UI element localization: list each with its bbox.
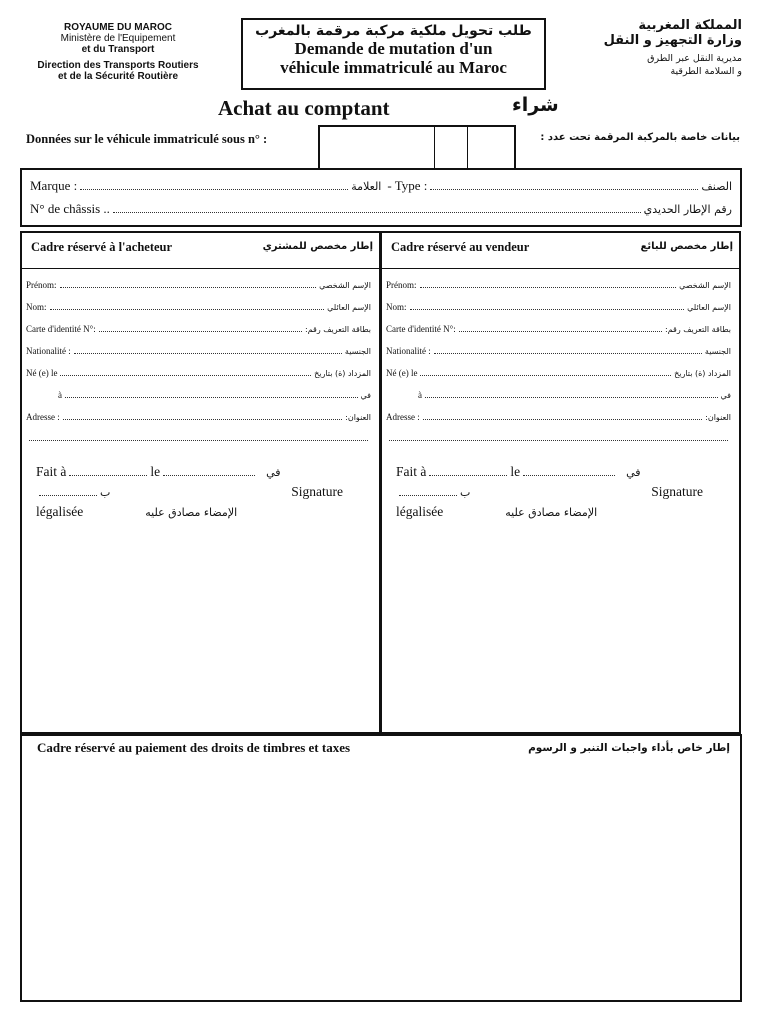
carte-label: Carte d'identité N°: [26, 324, 96, 334]
seller-section-header [382, 233, 739, 269]
nom-field[interactable] [410, 300, 685, 310]
lieu-row [386, 388, 731, 400]
fait-place-field[interactable] [69, 466, 147, 476]
nom-field[interactable] [50, 300, 325, 310]
buyer-title-fr: Cadre réservé à l'acheteur [31, 240, 173, 254]
naissance-row [386, 366, 731, 378]
legalisee-label: légalisée [36, 504, 84, 519]
registration-box[interactable] [468, 127, 514, 168]
signature-label: Signature [651, 484, 703, 499]
nom-label: Nom: [26, 302, 47, 312]
chassis-label: N° de châssis .. [30, 201, 110, 216]
seller-signature-block [396, 462, 729, 522]
chassis-label-ar: رقم الإطار الحديدي [643, 203, 732, 216]
adresse-field-2[interactable] [389, 431, 728, 441]
seller-title-ar: إطار مخصص للبائع [640, 241, 733, 252]
nationalite-field[interactable] [434, 344, 702, 354]
b-label-ar: ب [460, 486, 471, 499]
ministry-line-ar: وزارة التجهيز و النقل [603, 33, 742, 48]
adresse-row [386, 410, 731, 422]
signature-label-ar: الإمضاء مصادق عليه [145, 506, 238, 519]
payment-section[interactable] [20, 734, 742, 1002]
a-label-ar: في [360, 391, 371, 400]
date-ar-field[interactable] [39, 486, 97, 496]
adresse-label: Adresse : [26, 412, 60, 422]
prenom-label-ar: الإسم الشخصي [679, 281, 731, 290]
nom-label-ar: الإسم العائلي [687, 303, 731, 312]
b-label-ar: ب [100, 486, 111, 499]
marque-field[interactable] [80, 180, 348, 190]
direction-line: et de la Sécurité Routière [57, 71, 179, 82]
prenom-field[interactable] [420, 278, 677, 288]
chassis-field[interactable] [113, 203, 641, 213]
le-label: le [150, 464, 161, 479]
chassis-row [30, 201, 732, 217]
nationalite-row [386, 344, 731, 356]
a-label: à [58, 390, 62, 400]
prenom-row [386, 278, 731, 290]
type-field[interactable] [430, 180, 698, 190]
buyer-section-header [22, 233, 379, 269]
prenom-label: Prénom: [386, 280, 417, 290]
fait-place-field[interactable] [429, 466, 507, 476]
nationalite-label-ar: الجنسية [704, 347, 731, 356]
signature-label: Signature [291, 484, 343, 499]
kingdom-name: ROYAUME DU MAROC [64, 22, 172, 33]
document-title [241, 18, 546, 90]
seller-section [380, 231, 741, 734]
nationalite-label-ar: الجنسية [344, 347, 371, 356]
carte-field[interactable] [459, 322, 662, 332]
prenom-field[interactable] [60, 278, 317, 288]
buyer-signature-block [36, 462, 369, 522]
registration-box[interactable] [435, 127, 469, 168]
ne-field[interactable] [60, 366, 311, 376]
carte-label-ar: بطاقة التعريف رقم: [665, 325, 731, 334]
nationalite-row [26, 344, 371, 356]
carte-label-ar: بطاقة التعريف رقم: [305, 325, 371, 334]
ministry-line: Ministère de l'Equipement [60, 33, 176, 44]
adresse-field[interactable] [63, 410, 342, 420]
nationalite-field[interactable] [74, 344, 342, 354]
legalisee-label: légalisée [396, 504, 444, 519]
nom-row [386, 300, 731, 312]
seller-title-fr: Cadre réservé au vendeur [391, 240, 530, 254]
a-label-ar: في [720, 391, 731, 400]
lieu-field[interactable] [65, 388, 358, 398]
nationalite-label: Nationalité : [386, 346, 431, 356]
buyer-title-ar: إطار مخصص للمشتري [262, 241, 373, 252]
fait-label: Fait à [396, 464, 427, 479]
type-label-ar: الصنف [701, 180, 732, 193]
date-ar-field[interactable] [399, 486, 457, 496]
fait-label: Fait à [36, 464, 67, 479]
nom-row [26, 300, 371, 312]
ministry-header-fr [18, 22, 218, 82]
ministry-line: et du Transport [81, 44, 155, 55]
naissance-row [26, 366, 371, 378]
fait-date-field[interactable] [523, 466, 615, 476]
carte-label: Carte d'identité N°: [386, 324, 456, 334]
nationalite-label: Nationalité : [26, 346, 71, 356]
title-french-line2: véhicule immatriculé au Maroc [280, 58, 507, 77]
registration-number-boxes[interactable] [318, 125, 516, 168]
ne-label: Né (e) le [26, 368, 58, 378]
ministry-header-ar [582, 18, 742, 78]
fait-label-ar: في [626, 466, 641, 479]
fait-label-ar: في [266, 466, 281, 479]
ne-label: Né (e) le [386, 368, 418, 378]
carte-row [386, 322, 731, 334]
registration-box[interactable] [320, 127, 435, 168]
payment-title-fr: Cadre réservé au paiement des droits de timbres et taxes [37, 740, 351, 755]
carte-row [26, 322, 371, 334]
prenom-label-ar: الإسم الشخصي [319, 281, 371, 290]
nom-label-ar: الإسم العائلي [327, 303, 371, 312]
adresse-label-ar: العنوان: [705, 413, 731, 422]
marque-type-row [30, 178, 732, 194]
direction-line-ar: مديرية النقل عبر الطرق [647, 53, 742, 64]
nom-label: Nom: [386, 302, 407, 312]
adresse-continued-row [386, 431, 731, 441]
signature-label-ar: الإمضاء مصادق عليه [505, 506, 598, 519]
direction-line: Direction des Transports Routiers [37, 60, 199, 71]
payment-title-ar: إطار خاص بأداء واجبات التنبر و الرسوم [528, 742, 730, 754]
fait-date-field[interactable] [163, 466, 255, 476]
vehicle-info-box [20, 168, 742, 227]
a-label: à [418, 390, 422, 400]
marque-label: Marque : [30, 178, 78, 193]
prenom-label: Prénom: [26, 280, 57, 290]
ne-field[interactable] [420, 366, 671, 376]
adresse-field[interactable] [423, 410, 702, 420]
prenom-row [26, 278, 371, 290]
buyer-section [20, 231, 381, 734]
lieu-row [26, 388, 371, 400]
le-label: le [510, 464, 521, 479]
type-label: - Type : [387, 178, 428, 193]
carte-field[interactable] [99, 322, 302, 332]
direction-line-ar: و السلامة الطرقية [670, 66, 742, 77]
title-arabic: طلب تحويل ملكية مركبة مرقمة بالمغرب [255, 23, 532, 39]
kingdom-name-ar: المملكة المغربية [638, 18, 742, 33]
subtitle-french: Achat au comptant [218, 96, 390, 120]
subtitle-arabic: شراء [512, 94, 559, 116]
adresse-row [26, 410, 371, 422]
adresse-label-ar: العنوان: [345, 413, 371, 422]
vehicle-header-ar: بيانات خاصة بالمركبة المرقمة تحت عدد : [540, 132, 740, 143]
adresse-field-2[interactable] [29, 431, 368, 441]
marque-label-ar: العلامة [351, 180, 382, 193]
ne-label-ar: المزداد (ة) بتاريخ [674, 369, 731, 378]
title-french-line1: Demande de mutation d'un [294, 39, 493, 58]
adresse-continued-row [26, 431, 371, 441]
ne-label-ar: المزداد (ة) بتاريخ [314, 369, 371, 378]
adresse-label: Adresse : [386, 412, 420, 422]
lieu-field[interactable] [425, 388, 718, 398]
vehicle-header-fr: Données sur le véhicule immatriculé sous n° : [26, 132, 268, 146]
